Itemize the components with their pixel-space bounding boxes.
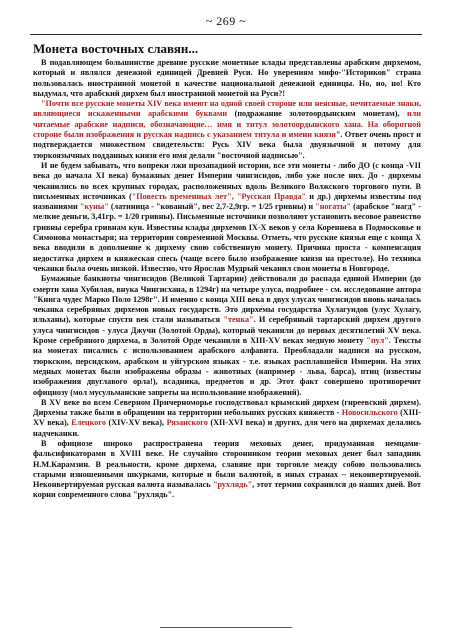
highlighted-text: "тенка" bbox=[223, 315, 254, 325]
bottom-divider bbox=[160, 627, 292, 628]
text-run: (арабское "нагд" - мелкие деньги, 3,41гр. = 1/20 гривны). Письменные источники позволяют установить весовое равенство гривны серебра гривнам кун. Известны клады дирхемов IX-X веков у села Кореннева в Подмосковье и Симонова монастыря; на территории современной Москвы. Отметь, что русские князья еще с конца X века вводили в дополнение к дирхему свою собственную монету. Причина проста - компенсация недостатка дирхем и княжеская спесь (чаще всего было изображение князя на престоле). Но техника чеканки была очень низкой. Известно, что Ярослав Мудрый чеканил свои монеты в Новгороде. bbox=[33, 202, 421, 273]
highlighted-text: "Повесть временных лет", "Русская Правда" bbox=[131, 191, 307, 201]
paragraph bbox=[33, 274, 421, 398]
highlighted-text: "пул" bbox=[366, 336, 389, 346]
text-run: . Тексты на монетах писались с использованием арабского алфавита. Преобладали надписи на русском, тюркском, персидском, арабском и уйгурском языках - т.е. языках расплавшейся Империи. На этих медных монетах были изображены образы - животных (например - льва, барса), птиц (известны изображения двуглавого орла!), всадника, предметов и др. Этот факт совершено противоречит официозу (мол мусульманские запреты на использование изображений). bbox=[33, 336, 421, 397]
text-run: ". Ответ очень прост и подтверждается множеством свидетельств: Русь XIV века была двуязычной и потому для тюркоязычных подданных князя его имя делали "восточной надписью". bbox=[33, 130, 422, 160]
text-run: и др.) дирхемы известны под названиями bbox=[33, 191, 421, 212]
text-run: (XII-XVI века) и других, для чего на дирхемах делались надчеканки. bbox=[33, 418, 421, 438]
text-run: Бумажные банкноты чингисидов (Великой Тартарии) действовали до распада единой Империи (до смерти хана Хубилая, внука Чингисхана, в 1294г) на четыре улуса, подробнее - см. исследование автора "Книга чудес Марко Поло 1298г". И именно с конца XIII века в двух улусах чингисидов вновь началась чеканка серебряных дирхемов новых государств. Это дирхемы государства Хулагуидов (улус Хулагу, ильханы), которые спустя век стали называться bbox=[33, 274, 421, 325]
paragraph bbox=[33, 161, 421, 274]
highlighted-text: "Почти все русские монеты XIV века имеют на одной своей стороне или неясные, нечитаемые знаки, являющиеся искаженными арабскими буквами bbox=[33, 99, 421, 119]
paragraph bbox=[33, 398, 421, 439]
top-divider bbox=[30, 34, 422, 35]
text-run: В подавляющем большинстве древние русские монетные клады представлены арабским дирхемом, который и являлся денежной единицей Древней Руси. Но уверениям мифо-"Историков" страна пользовалась иностранной монетой в качестве национальной денежной единицы. Но, но, но! Кто выдумал, что арабский дирхем был иностранной монетой на Руси?! bbox=[33, 58, 421, 98]
text-run: . И серебряный тартарский дирхем другого улуса чингисидов - улуса Джучи (Золотой Орды), который чеканили до первых десятилетий XV века. Кроме серебряного дирхема, в Золотой Орде чеканили в XIII-XV веках медную монету bbox=[33, 315, 421, 346]
text-run: В официозе широко распространена теория меховых денег, придуманная немцами-фальсификаторами в XVIII веке. Не случайно сторонником теории меховых денег был западник Н.М.Карамзин. В реальности, кроме дирхема, славяне при торговле между собою пользовались старыми изношенными шкурками, которые и были валютой, в иных странах – неконвертируемой. Неконвертируемая русская валюта называлась bbox=[33, 438, 421, 490]
highlighted-text: Новосильского bbox=[341, 408, 398, 418]
section-heading: Монета восточных славян... bbox=[33, 41, 199, 56]
highlighted-text: Елецкого bbox=[71, 418, 106, 428]
highlighted-text: Рязанского bbox=[166, 418, 208, 428]
text-run: И не будем забывать, что вопреки лжи прозападной истории, все эти монеты - либо ДО (с конца -VII века до начала XI века) бумажных денег Империи чингисидов, либо уже после них. До - дирхемы чеканились во всех крупных городах, расположенных вдоль Великого Волжского торгового пути. В письменных источниках ( bbox=[33, 160, 421, 201]
paragraph bbox=[33, 439, 421, 501]
text-run: (подражание золотоордынским монетам), bbox=[227, 109, 407, 119]
page-number: ~ 269 ~ bbox=[205, 14, 247, 28]
text-run: В XV веке во всем Северном Причерноморье господствовал крымский дирхем (гиреевский дирхем). Дирхемы также были в обращении на территории небольших русских княжеств - bbox=[33, 397, 421, 418]
text-run: (латиница - "кованый", вес 2,7-2,9гр. = 1/25 гривны) и bbox=[108, 202, 316, 212]
text-run: (XIII-XV века), bbox=[33, 408, 421, 428]
highlighted-text: "ногаты" bbox=[315, 202, 352, 212]
body-text bbox=[33, 58, 421, 501]
highlighted-text: или читаемые арабские надписи, обозначающие… имя и титул золотоордынского хана. На оборотной стороне были изображения и русская надпись с указанием титула и имени князя bbox=[33, 109, 421, 140]
paragraph bbox=[33, 58, 421, 99]
paragraph bbox=[33, 99, 421, 161]
text-run: , этот термин сохранился до наших дней. Вот корни современного слова "рухлядь". bbox=[33, 480, 421, 500]
text-run: (XIV-XV века), bbox=[105, 418, 167, 428]
highlighted-text: "куны" bbox=[79, 202, 109, 212]
highlighted-text: "рухлядь" bbox=[212, 480, 253, 490]
